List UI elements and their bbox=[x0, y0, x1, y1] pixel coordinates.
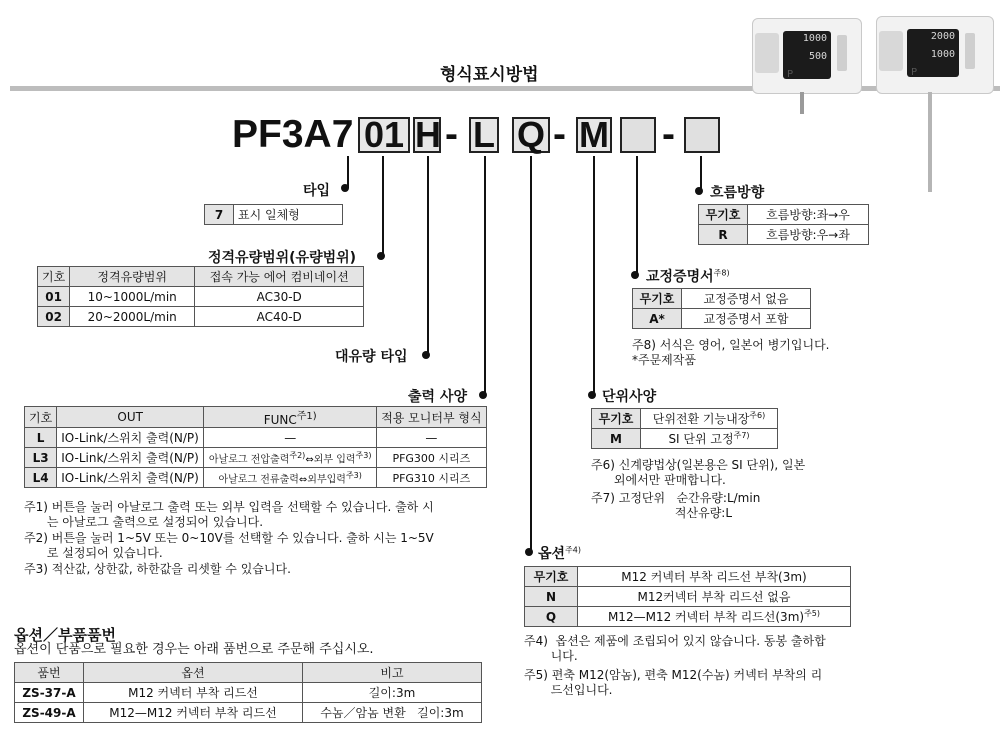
note-line: 주7) 고정단위 순간유량:L/min bbox=[591, 491, 761, 505]
table-row bbox=[592, 429, 778, 449]
code-dash: - bbox=[445, 113, 458, 156]
note-line: 주1) 버튼을 눌러 아날로그 출력 또는 외부 입력을 선택할 수 있습니다. 출하 시 bbox=[24, 500, 434, 514]
code-box-option: Q bbox=[512, 117, 550, 153]
row-code: 02 bbox=[38, 307, 70, 327]
type-table bbox=[204, 204, 343, 225]
leader-dot bbox=[695, 187, 703, 195]
row-remark: 길이:3m bbox=[303, 683, 482, 703]
page-title: 형식표시방법 bbox=[440, 65, 539, 85]
table-row bbox=[38, 287, 364, 307]
note-line: 적산유량:L bbox=[591, 506, 733, 520]
display-bottom-value: 500 bbox=[808, 51, 827, 62]
row-desc-note: 주7) bbox=[733, 431, 750, 440]
row-combo: AC40-D bbox=[195, 307, 364, 327]
row-code: L4 bbox=[25, 468, 57, 488]
row-code: 무기호 bbox=[592, 409, 641, 429]
header-combo: 접속 가능 에어 컴비네이션 bbox=[195, 267, 364, 287]
leader-dot bbox=[588, 391, 596, 399]
code-box-flow-range: 01 bbox=[358, 117, 410, 153]
row-code: 무기호 bbox=[633, 289, 682, 309]
row-desc: 흐름방향:우→좌 bbox=[748, 225, 869, 245]
unit-table bbox=[591, 408, 778, 449]
leader-output-v bbox=[484, 156, 486, 396]
note-line: 주6) 신계량법상(일본용은 SI 단위), 일본 bbox=[591, 458, 806, 472]
func-a: — bbox=[284, 430, 297, 445]
note-line: 주2) 버튼을 눌러 1~5V 또는 0~10V를 선택할 수 있습니다. 출하 시는 1~5V bbox=[24, 531, 434, 545]
flow-direction-label: 흐름방향 bbox=[710, 185, 765, 201]
flow-range-table bbox=[37, 266, 364, 327]
note-line: 주8) 서식은 영어, 일본어 병기입니다. bbox=[632, 338, 830, 352]
table-row bbox=[633, 289, 811, 309]
table-row bbox=[15, 683, 482, 703]
table-row bbox=[25, 468, 487, 488]
row-desc: M12 커넥터 부착 리드선 부착(3m) bbox=[578, 567, 851, 587]
leader-flow-v bbox=[382, 156, 384, 258]
device-cable-1 bbox=[800, 92, 804, 114]
calibration-label-note: 주8) bbox=[713, 268, 730, 278]
row-desc bbox=[641, 429, 778, 449]
header-monitor: 적용 모니터부 형식 bbox=[377, 407, 486, 428]
func-a: 아날로그 전압출력 bbox=[208, 454, 290, 466]
device-cable-2 bbox=[928, 92, 932, 192]
option-label-text: 옵션 bbox=[538, 546, 566, 562]
row-code: Q bbox=[525, 607, 578, 627]
row-code: 01 bbox=[38, 287, 70, 307]
leader-dot bbox=[422, 351, 430, 359]
note-line: 니다. bbox=[524, 649, 578, 663]
type-label: 타입 bbox=[303, 183, 331, 199]
table-row bbox=[699, 225, 869, 245]
table-row bbox=[592, 409, 778, 429]
row-func bbox=[204, 468, 377, 488]
leader-unit-v bbox=[593, 156, 595, 396]
product-image-1 bbox=[752, 18, 862, 94]
display-letter: P bbox=[787, 69, 794, 80]
table-header bbox=[15, 663, 482, 683]
row-monitor: — bbox=[377, 428, 486, 448]
row-option: M12 커넥터 부착 리드선 bbox=[84, 683, 303, 703]
calibration-table bbox=[632, 288, 811, 329]
row-code: R bbox=[699, 225, 748, 245]
note-line: 주4) 옵션은 제품에 조립되어 있지 않습니다. 동봉 출하합 bbox=[524, 634, 826, 648]
row-desc: 흐름방향:좌→우 bbox=[748, 205, 869, 225]
table-row bbox=[205, 205, 343, 225]
option-table bbox=[524, 566, 851, 627]
row-func bbox=[204, 428, 377, 448]
row-desc: M12커넥터 부착 리드선 없음 bbox=[578, 587, 851, 607]
note-line: *주문제작품 bbox=[632, 353, 696, 367]
header-option: 옵션 bbox=[84, 663, 303, 683]
device-body-left bbox=[879, 31, 903, 71]
row-desc: 교정증명서 없음 bbox=[682, 289, 811, 309]
header-func-text: FUNC bbox=[263, 413, 297, 427]
type-desc: 표시 일체형 bbox=[234, 205, 343, 225]
note-line: 로 설정되어 있습니다. bbox=[24, 546, 163, 560]
code-dash: - bbox=[553, 113, 566, 156]
row-range: 20~2000L/min bbox=[70, 307, 195, 327]
flow-range-label: 정격유량범위(유량범위) bbox=[208, 250, 357, 266]
row-code: ZS-49-A bbox=[15, 703, 84, 723]
row-code: N bbox=[525, 587, 578, 607]
note-line: 는 아날로그 출력으로 설정되어 있습니다. bbox=[24, 515, 264, 529]
display-top-value: 2000 bbox=[930, 31, 955, 42]
parts-subtitle: 옵션이 단품으로 필요한 경우는 아래 품번으로 주문해 주십시오. bbox=[14, 642, 374, 657]
row-code: ZS-37-A bbox=[15, 683, 84, 703]
display-top-value: 1000 bbox=[802, 33, 827, 44]
code-box-unit: M bbox=[576, 117, 612, 153]
option-label-note: 주4) bbox=[565, 545, 582, 555]
flow-direction-table bbox=[698, 204, 869, 245]
note-line: 주3) 적산값, 상한값, 하한값을 리셋할 수 있습니다. bbox=[24, 562, 291, 576]
type-code: 7 bbox=[205, 205, 234, 225]
display-bottom-value: 1000 bbox=[930, 49, 955, 60]
func-b: ⇔외부입력 bbox=[298, 474, 346, 486]
row-desc: 교정증명서 포함 bbox=[682, 309, 811, 329]
func-a-note: 주2) bbox=[289, 450, 306, 460]
leader-dot bbox=[341, 184, 349, 192]
header-func-note: 주1) bbox=[296, 411, 317, 422]
table-header bbox=[25, 407, 487, 428]
leader-type-v bbox=[347, 156, 349, 188]
row-code: 무기호 bbox=[525, 567, 578, 587]
leader-option-v bbox=[530, 156, 532, 552]
row-desc bbox=[578, 607, 851, 627]
row-monitor: PFG310 시리즈 bbox=[377, 468, 486, 488]
leader-large-v bbox=[427, 156, 429, 356]
header-code: 기호 bbox=[25, 407, 57, 428]
output-label: 출력 사양 bbox=[408, 389, 467, 405]
table-row bbox=[633, 309, 811, 329]
code-box-output: L bbox=[469, 117, 499, 153]
table-row bbox=[525, 587, 851, 607]
code-box-calibration bbox=[620, 117, 656, 153]
func-b-note: 주3) bbox=[355, 450, 372, 460]
row-combo: AC30-D bbox=[195, 287, 364, 307]
device-buttons bbox=[965, 33, 975, 69]
unit-notes bbox=[591, 458, 805, 521]
row-desc-text: M12—M12 커넥터 부착 리드선(3m) bbox=[607, 610, 805, 624]
note-line: 외에서만 판매합니다. bbox=[591, 473, 726, 487]
large-flow-label: 대유량 타입 bbox=[335, 349, 408, 365]
table-row bbox=[525, 567, 851, 587]
table-header bbox=[38, 267, 364, 287]
row-desc bbox=[641, 409, 778, 429]
row-out: IO-Link/스위치 출력(N/P) bbox=[57, 448, 204, 468]
row-out: IO-Link/스위치 출력(N/P) bbox=[57, 428, 204, 448]
code-box-large-flow: H bbox=[415, 114, 441, 155]
row-desc-text: SI 단위 고정 bbox=[668, 432, 734, 446]
calibration-notes bbox=[632, 338, 830, 368]
header-range: 정격유량범위 bbox=[70, 267, 195, 287]
table-row bbox=[38, 307, 364, 327]
row-desc-text: 단위전환 기능내장 bbox=[652, 412, 750, 426]
row-monitor: PFG300 시리즈 bbox=[377, 448, 486, 468]
table-row bbox=[15, 703, 482, 723]
leader-dot bbox=[631, 271, 639, 279]
row-desc-note: 주6) bbox=[749, 411, 766, 420]
header-func bbox=[204, 407, 377, 428]
header-out: OUT bbox=[57, 407, 204, 428]
row-code: M bbox=[592, 429, 641, 449]
row-desc-note: 주5) bbox=[804, 609, 821, 618]
leader-dot bbox=[377, 252, 385, 260]
row-remark: 수놈／암놈 변환 길이:3m bbox=[303, 703, 482, 723]
table-row bbox=[699, 205, 869, 225]
table-row bbox=[25, 428, 487, 448]
display-letter: P bbox=[911, 67, 918, 78]
row-option: M12—M12 커넥터 부착 리드선 bbox=[84, 703, 303, 723]
unit-label: 단위사양 bbox=[602, 389, 657, 405]
parts-table bbox=[14, 662, 482, 723]
row-code: A* bbox=[633, 309, 682, 329]
parts-title: 옵션／부품품번 bbox=[14, 626, 116, 644]
code-dash: - bbox=[662, 113, 675, 156]
option-label bbox=[538, 543, 581, 563]
code-box-flow-direction bbox=[684, 117, 720, 153]
product-image-2 bbox=[876, 16, 994, 94]
header-code: 기호 bbox=[38, 267, 70, 287]
row-range: 10~1000L/min bbox=[70, 287, 195, 307]
func-b-note: 주3) bbox=[345, 470, 362, 480]
calibration-label bbox=[646, 266, 730, 286]
row-code: 무기호 bbox=[699, 205, 748, 225]
note-line: 드선입니다. bbox=[524, 683, 613, 697]
option-notes bbox=[524, 634, 826, 698]
calibration-label-text: 교정증명서 bbox=[646, 269, 714, 285]
func-a: 아날로그 전류출력 bbox=[218, 474, 299, 486]
leader-calib-v bbox=[636, 156, 638, 276]
func-b: ⇔외부 입력 bbox=[305, 454, 356, 466]
output-notes bbox=[24, 500, 434, 577]
device-body-left bbox=[755, 33, 779, 73]
leader-dot bbox=[479, 391, 487, 399]
row-func bbox=[204, 448, 377, 468]
table-row bbox=[25, 448, 487, 468]
row-code: L3 bbox=[25, 448, 57, 468]
model-prefix: PF3A7 bbox=[232, 113, 354, 156]
output-table bbox=[24, 406, 487, 488]
table-row bbox=[525, 607, 851, 627]
row-out: IO-Link/스위치 출력(N/P) bbox=[57, 468, 204, 488]
note-line: 주5) 편축 M12(암놈), 편축 M12(수놈) 커넥터 부착의 리 bbox=[524, 668, 823, 682]
device-buttons bbox=[837, 35, 847, 71]
row-code: L bbox=[25, 428, 57, 448]
header-code: 품번 bbox=[15, 663, 84, 683]
header-remark: 비고 bbox=[303, 663, 482, 683]
leader-dot bbox=[525, 548, 533, 556]
